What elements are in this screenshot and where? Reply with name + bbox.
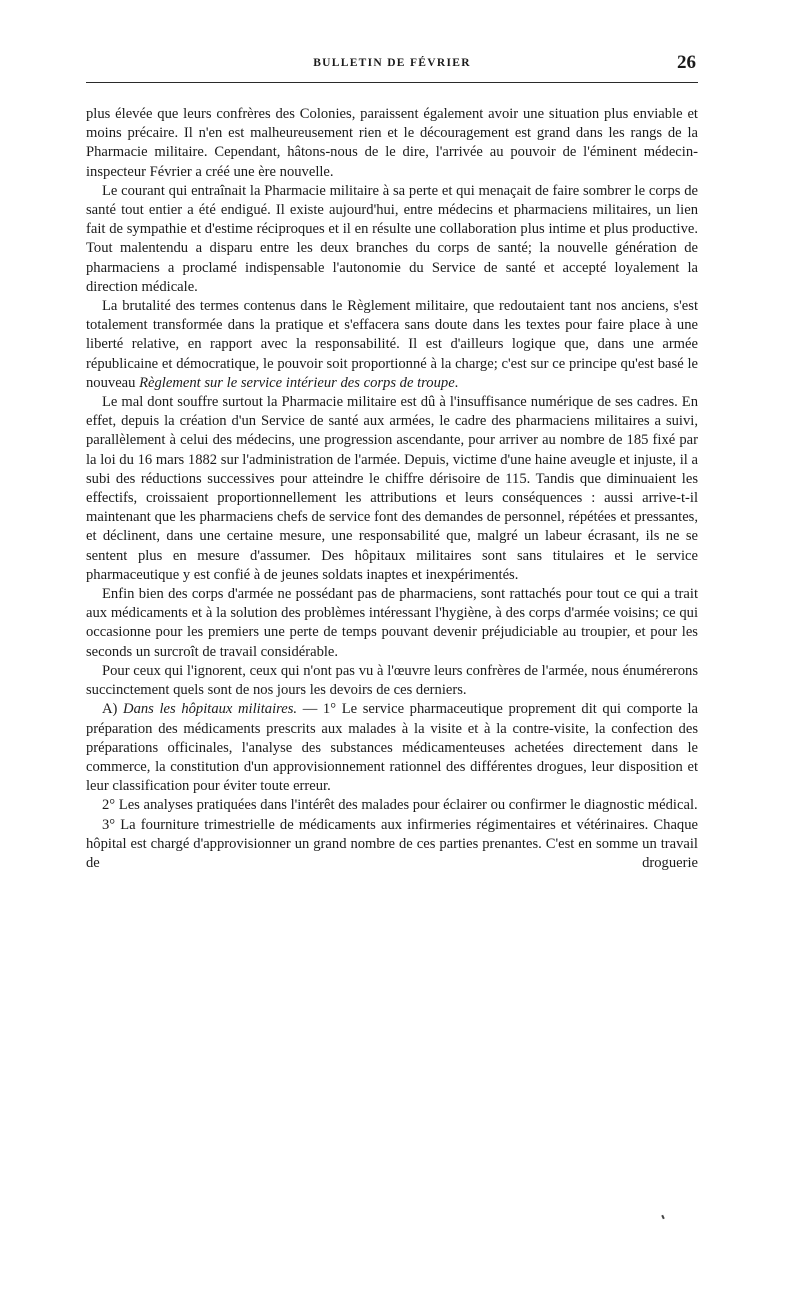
paragraph-9: 3° La fourniture trimestrielle de médicaments aux infirmeries régimentaires et vétérinaires. Chaque hôpital est chargé d'approvisionner un grand nombre de ces parties prenantes. C'est en somme un travail de droguerie — [86, 816, 698, 871]
paragraph-8: 2° Les analyses pratiquées dans l'intérêt des malades pour éclairer ou confirmer le diagnostic médical. — [102, 797, 698, 814]
running-title: BULLETIN DE FÉVRIER — [313, 57, 471, 69]
paragraph-5: Enfin bien des corps d'armée ne possédant pas de pharmaciens, sont rattachés pour tout ce qui a trait aux médicaments et à la solution des problèmes intéressant l'hygiène, à des corps d'armée voisins; ce qui occasionne pour les premiers une perte de temps pouvant devenir préjudiciable au troupier, et pour les seconds un surcroît de travail considérable. — [86, 586, 698, 660]
paragraph-7-label: A) — [102, 701, 124, 718]
paragraph-3-italic-title: Règlement sur le service intérieur des corps de troupe — [139, 374, 455, 391]
paragraph-4: Le mal dont souffre surtout la Pharmacie militaire est dû à l'insuffisance numérique de ses cadres. En effet, depuis la création d'un Service de santé aux armées, le cadre des pharmaciens militaires a suivi, parallèlement à celui des médecins, une progression ascendante, pour arriver au nombre de 185 fixé par la loi du 16 mars 1882 sur l'administration de l'armée. Depuis, victime d'une haine aveugle et injuste, il a subi des réductions successives pour atteindre le chiffre dérisoire de 115. Tandis que diminuaient les effectifs, croissaient proportionnellement les attributions et leurs conséquences : aussi arrive-t-il maintenant que les pharmaciens chefs de service font des demandes de personnel, répétées et pressantes, et déclinent, dans une certaine mesure, une responsabilité que, malgré un labeur écrasant, ils ne se sentent plus en mesure d'assumer. Des hôpitaux militaires sont sans titulaires et le service pharmaceutique y est confié à de jeunes soldats inaptes et inexpérimentés. — [86, 394, 698, 583]
paragraph-1: plus élevée que leurs confrères des Colonies, paraissent également avoir une situation plus enviable et moins précaire. Il n'en est malheureusement rien et le découragement est grand dans les rangs de la Pharmacie militaire. Cependant, hâtons-nous de le dire, l'arrivée au pouvoir de l'éminent médecin-inspecteur Février a créé une ère nouvelle. — [86, 106, 698, 180]
paragraph-7-text: — 1° Le service pharmaceutique proprement dit qui comporte la préparation des médicaments prescrits aux malades à la visite et à la contre-visite, la confection des préparations officinales, l'analyse des substances médicamenteuses achetées directement dans le commerce, la constitution d'un approvisionnement rationnel des différentes drogues, leur disposition et leur classification pour éviter toute erreur. — [86, 701, 698, 795]
body-text — [86, 105, 698, 873]
paragraph-3-end: . — [454, 374, 459, 391]
paragraph-3 — [86, 297, 698, 393]
paragraph-7-italic-heading: Dans les hôpitaux militaires. — [123, 701, 298, 718]
paragraph-7 — [86, 700, 698, 796]
paragraph-3-text: La brutalité des termes contenus dans le Règlement militaire, que redoutaient tant nos anciens, s'est totalement transformée dans la pratique et s'effacera sans doute dans les textes pour faire place à une liberté relative, en rapport avec la responsabilité. Il est d'ailleurs logique que, dans une armée républicaine et démocratique, le pouvoir soit proportionné à la charge; c'est sur ce principe qu'est basé le nouveau — [86, 298, 698, 391]
print-speck — [661, 1215, 665, 1219]
page — [86, 52, 698, 873]
paragraph-6: Pour ceux qui l'ignorent, ceux qui n'ont pas vu à l'œuvre leurs confrères de l'armée, nous énumérerons succinctement quels sont de nos jours les devoirs de ces derniers. — [86, 662, 698, 699]
page-number: 26 — [677, 52, 696, 73]
paragraph-2: Le courant qui entraînait la Pharmacie militaire à sa perte et qui menaçait de faire sombrer le corps de santé tout entier a été endigué. Il existe aujourd'hui, entre médecins et pharmaciens militaires, un lien fait de sympathie et d'estime réciproques et il en résulte une collaboration plus intime et plus productive. Tout malentendu a disparu entre les deux branches du corps de santé; la nouvelle génération de pharmaciens a proclamé indispensable l'autonomie du Service de santé et accepté loyalement la direction médicale. — [86, 182, 698, 295]
page-header — [86, 52, 698, 83]
